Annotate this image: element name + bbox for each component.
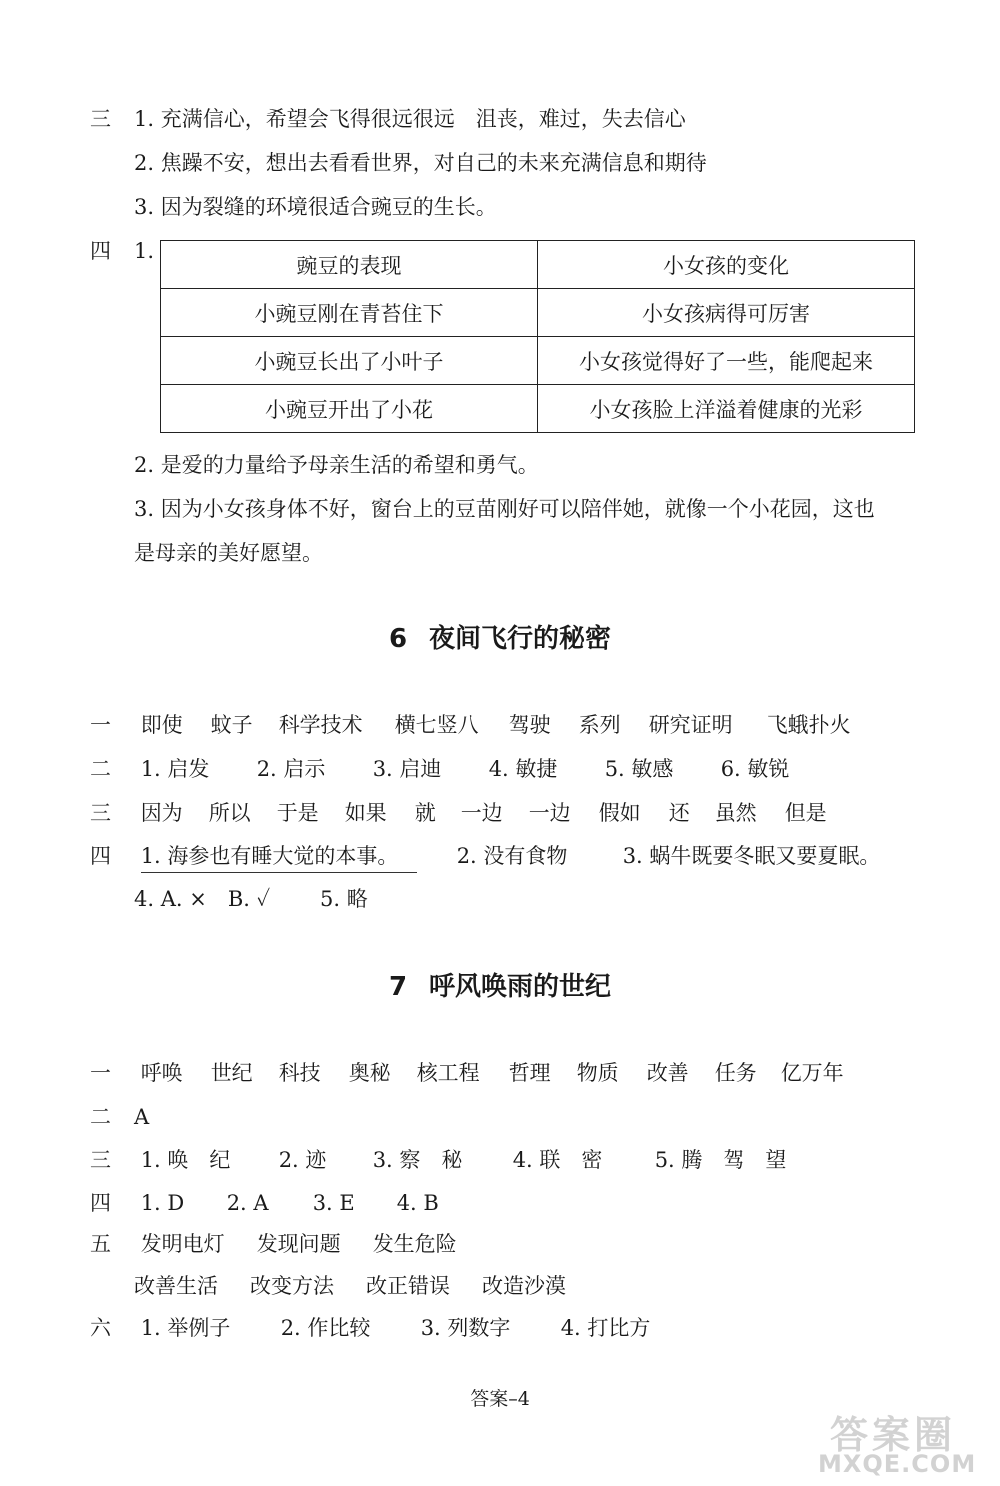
- word: 改善生活: [134, 1274, 218, 1298]
- question-marker: 四: [90, 1191, 111, 1215]
- q3-answer-2: 2. 焦躁不安，想出去看看世界，对自己的未来充满信息和期待: [134, 151, 707, 175]
- table-cell: 小女孩觉得好了一些，能爬起来: [538, 337, 915, 385]
- table-row: [161, 289, 915, 337]
- lesson-7-title: [0, 970, 1000, 1004]
- answer-item: A: [134, 1105, 150, 1129]
- question-marker: 三: [90, 801, 111, 825]
- answer-item: 4. 敏捷: [488, 757, 558, 781]
- l7-q3: [90, 1145, 786, 1175]
- answer-item: 2. 启示: [256, 757, 326, 781]
- table-cell: 小女孩病得可厉害: [538, 289, 915, 337]
- word: 哲理: [508, 1061, 551, 1085]
- question-marker: 六: [90, 1316, 111, 1340]
- table-cell: 小豌豆长出了小叶子: [161, 337, 538, 385]
- word: 驾驶: [508, 713, 551, 737]
- underlined-answer: 1. 海参也有睡大觉的本事。: [141, 841, 417, 873]
- l6-q1: [90, 710, 851, 740]
- l7-q4: [90, 1188, 439, 1218]
- answer-item: 4. 联 密: [512, 1148, 603, 1172]
- word: 科技: [278, 1061, 321, 1085]
- question-marker: 四: [90, 844, 111, 868]
- word: 发现问题: [256, 1232, 341, 1256]
- word: 任务: [714, 1061, 757, 1085]
- word: 假如: [598, 801, 641, 825]
- l6-q4: [90, 841, 880, 873]
- word: 因为: [140, 801, 183, 825]
- l7-q1: [90, 1058, 844, 1088]
- word: 但是: [784, 801, 827, 825]
- word: 改变方法: [250, 1274, 334, 1298]
- question-marker: 一: [90, 1061, 111, 1085]
- table-cell: 小女孩脸上洋溢着健康的光彩: [538, 385, 915, 433]
- word: 所以: [208, 801, 251, 825]
- word: 发明电灯: [140, 1232, 225, 1256]
- answer-item: 1. 唤 纪: [140, 1148, 231, 1172]
- word: 改造沙漠: [482, 1274, 566, 1298]
- answer-item: 6. 敏锐: [720, 757, 790, 781]
- answer-item: 1. 启发: [140, 757, 210, 781]
- question-marker: 二: [90, 757, 111, 781]
- answer-item: 5. 腾 驾 望: [654, 1148, 787, 1172]
- word: 虽然: [714, 801, 757, 825]
- answer-item: 2. A: [226, 1191, 269, 1215]
- answer-item: 5. 敏感: [604, 757, 674, 781]
- q4-answer-2: 2. 是爱的力量给予母亲生活的希望和勇气。: [134, 453, 539, 477]
- word: 改善: [646, 1061, 689, 1085]
- table-header-cell: 豌豆的表现: [161, 241, 538, 289]
- lesson-name: 夜间飞行的秘密: [429, 624, 612, 654]
- answer-item: 2. 作比较: [280, 1316, 371, 1340]
- l7-q2: [90, 1102, 149, 1132]
- word: 发生危险: [372, 1232, 457, 1256]
- word: 研究证明: [648, 713, 733, 737]
- word: 亿万年: [780, 1061, 844, 1085]
- word: 一边: [528, 801, 571, 825]
- lesson-6-title: [0, 622, 1000, 656]
- table-cell: 小豌豆刚在青苔住下: [161, 289, 538, 337]
- q4-answer-3-line1: 3. 因为小女孩身体不好，窗台上的豆苗刚好可以陪伴她，就像一个小花园，这也: [134, 497, 875, 521]
- question-marker: 二: [90, 1105, 111, 1129]
- answer-item: 1. 举例子: [140, 1316, 231, 1340]
- table-row: [161, 385, 915, 433]
- l7-q5-line2: [134, 1271, 566, 1301]
- question-marker: 三: [90, 107, 111, 131]
- word: 飞蛾扑火: [766, 713, 851, 737]
- answer-item: 4. B: [396, 1191, 439, 1215]
- q3-answer-1: 三 1. 充满信心，希望会飞得很远很远 沮丧，难过，失去信心: [90, 104, 686, 134]
- answer-table: [160, 240, 915, 433]
- word: 横七竖八: [394, 713, 479, 737]
- lesson-number: 7: [388, 972, 408, 1002]
- l7-q6: [90, 1313, 650, 1343]
- answer-item: 2. 迹: [278, 1148, 327, 1172]
- q3-answer-3: 3. 因为裂缝的环境很适合豌豆的生长。: [134, 195, 497, 219]
- l6-q4-line2: [134, 884, 368, 914]
- l6-q3: [90, 798, 827, 828]
- table-header-cell: 小女孩的变化: [538, 241, 915, 289]
- answer-item: 3. 察 秘: [372, 1148, 463, 1172]
- answer-item: 3. E: [312, 1191, 355, 1215]
- watermark-logo: [812, 1404, 992, 1480]
- word: 改正错误: [366, 1274, 450, 1298]
- word: 即使: [140, 713, 183, 737]
- l6-q2: [90, 754, 789, 784]
- word: 就: [414, 801, 436, 825]
- word: 还: [668, 801, 690, 825]
- q4-answer-1-label: 四 1.: [90, 236, 154, 266]
- table-cell: 小豌豆开出了小花: [161, 385, 538, 433]
- word: 于是: [276, 801, 319, 825]
- table-header-row: [161, 241, 915, 289]
- l7-q5: [90, 1229, 457, 1259]
- answer-item: 5. 略: [320, 887, 368, 911]
- word: 奥秘: [348, 1061, 391, 1085]
- word: 蚊子: [210, 713, 253, 737]
- lesson-name: 呼风唤雨的世纪: [429, 972, 612, 1002]
- answer-item: 1. D: [140, 1191, 185, 1215]
- answer-item: 3. 蜗牛既要冬眠又要夏眠。: [622, 844, 881, 868]
- watermark-text: 答案圈: [830, 1413, 957, 1457]
- question-marker: 三: [90, 1148, 111, 1172]
- word: 世纪: [210, 1061, 253, 1085]
- answer-item: 2. 没有食物: [456, 844, 568, 868]
- word: 核工程: [416, 1061, 480, 1085]
- word: 呼唤: [140, 1061, 183, 1085]
- table-row: [161, 337, 915, 385]
- word: 一边: [460, 801, 503, 825]
- question-marker: 四: [90, 239, 111, 263]
- answer-item: 4. A. × B. ✓: [134, 887, 271, 911]
- answer-item: 4. 打比方: [560, 1316, 651, 1340]
- lesson-number: 6: [388, 624, 408, 654]
- page-footer: 答案–4: [470, 1388, 530, 1410]
- answer-item: 3. 列数字: [420, 1316, 511, 1340]
- word: 系列: [578, 713, 621, 737]
- question-marker: 五: [90, 1232, 111, 1256]
- word: 物质: [576, 1061, 619, 1085]
- question-marker: 一: [90, 713, 111, 737]
- watermark-url: MXQE.COM: [818, 1450, 977, 1478]
- word: 如果: [344, 801, 387, 825]
- q4-answer-3-line2: 是母亲的美好愿望。: [134, 541, 323, 565]
- word: 科学技术: [278, 713, 363, 737]
- answer-item: 3. 启迪: [372, 757, 442, 781]
